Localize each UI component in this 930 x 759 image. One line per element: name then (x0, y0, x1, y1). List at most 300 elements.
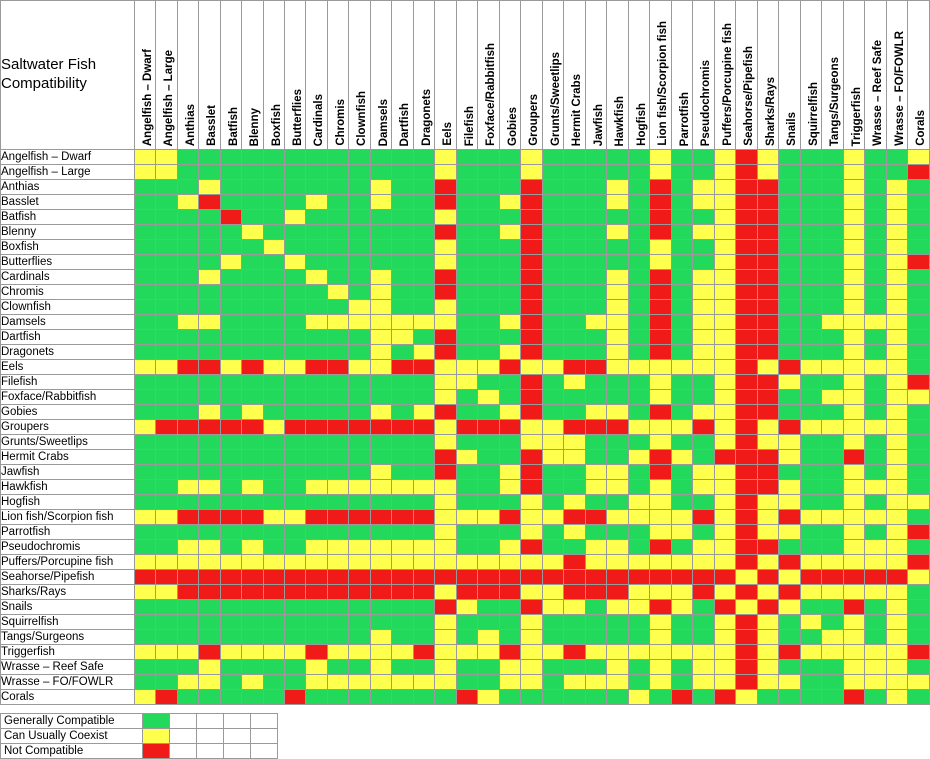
matrix-cell (263, 465, 284, 480)
matrix-cell (865, 285, 886, 300)
matrix-cell (177, 180, 198, 195)
matrix-cell (413, 225, 434, 240)
matrix-cell (242, 255, 263, 270)
matrix-cell (199, 435, 220, 450)
matrix-cell (650, 360, 671, 375)
matrix-cell (693, 180, 714, 195)
matrix-cell (671, 480, 692, 495)
matrix-cell (886, 390, 907, 405)
matrix-cell (435, 330, 456, 345)
table-row (1, 285, 930, 300)
matrix-cell (714, 600, 735, 615)
matrix-cell (156, 555, 177, 570)
matrix-cell (714, 555, 735, 570)
matrix-cell (865, 690, 886, 705)
matrix-cell (843, 300, 864, 315)
matrix-cell (628, 375, 649, 390)
matrix-cell (220, 465, 241, 480)
matrix-cell (456, 510, 477, 525)
matrix-cell (478, 375, 499, 390)
matrix-cell (156, 315, 177, 330)
matrix-cell (370, 225, 391, 240)
matrix-cell (370, 300, 391, 315)
matrix-cell (714, 390, 735, 405)
matrix-cell (306, 585, 327, 600)
matrix-cell (392, 150, 413, 165)
matrix-cell (521, 450, 542, 465)
matrix-cell (435, 525, 456, 540)
matrix-cell (435, 345, 456, 360)
matrix-cell (886, 585, 907, 600)
matrix-cell (478, 600, 499, 615)
row-header-label: Triggerfish (1, 645, 135, 660)
matrix-cell (263, 480, 284, 495)
matrix-cell (435, 690, 456, 705)
matrix-cell (392, 375, 413, 390)
matrix-cell (199, 255, 220, 270)
matrix-cell (843, 270, 864, 285)
matrix-cell (757, 480, 778, 495)
matrix-cell (843, 390, 864, 405)
matrix-cell (263, 630, 284, 645)
matrix-cell (370, 615, 391, 630)
matrix-cell (413, 330, 434, 345)
matrix-cell (220, 585, 241, 600)
matrix-cell (865, 630, 886, 645)
matrix-cell (456, 465, 477, 480)
matrix-cell (908, 195, 930, 210)
matrix-cell (349, 465, 370, 480)
matrix-cell (628, 630, 649, 645)
matrix-cell (284, 360, 305, 375)
matrix-cell (521, 390, 542, 405)
matrix-cell (284, 615, 305, 630)
matrix-cell (585, 630, 606, 645)
matrix-cell (585, 465, 606, 480)
matrix-cell (779, 420, 800, 435)
table-row (1, 645, 930, 660)
matrix-cell (478, 435, 499, 450)
matrix-cell (650, 510, 671, 525)
matrix-cell (177, 210, 198, 225)
matrix-cell (628, 210, 649, 225)
matrix-cell (693, 300, 714, 315)
matrix-cell (886, 405, 907, 420)
matrix-cell (392, 180, 413, 195)
matrix-cell (177, 465, 198, 480)
matrix-cell (585, 645, 606, 660)
matrix-cell (650, 180, 671, 195)
matrix-cell (607, 270, 628, 285)
matrix-cell (865, 375, 886, 390)
matrix-cell (908, 345, 930, 360)
matrix-cell (865, 645, 886, 660)
matrix-cell (478, 525, 499, 540)
matrix-cell (585, 375, 606, 390)
matrix-cell (370, 675, 391, 690)
matrix-cell (843, 345, 864, 360)
matrix-cell (564, 600, 585, 615)
matrix-cell (370, 555, 391, 570)
matrix-cell (886, 525, 907, 540)
matrix-cell (177, 165, 198, 180)
column-header-label: Cardinals (313, 93, 326, 146)
row-header-label: Dartfish (1, 330, 135, 345)
matrix-cell (327, 540, 348, 555)
matrix-cell (220, 315, 241, 330)
matrix-cell (585, 315, 606, 330)
matrix-cell (156, 510, 177, 525)
matrix-cell (693, 555, 714, 570)
matrix-cell (242, 420, 263, 435)
matrix-cell (284, 420, 305, 435)
column-header-label: Sharks/Rays (764, 76, 777, 146)
matrix-cell (392, 660, 413, 675)
matrix-cell (177, 450, 198, 465)
matrix-cell (134, 435, 155, 450)
matrix-cell (284, 255, 305, 270)
matrix-cell (349, 360, 370, 375)
matrix-cell (714, 165, 735, 180)
matrix-cell (134, 330, 155, 345)
matrix-cell (800, 285, 821, 300)
matrix-cell (585, 540, 606, 555)
matrix-cell (220, 450, 241, 465)
matrix-cell (736, 285, 757, 300)
matrix-cell (650, 525, 671, 540)
matrix-cell (435, 300, 456, 315)
matrix-cell (349, 210, 370, 225)
column-header-label: Butterflies (291, 89, 304, 146)
matrix-cell (607, 375, 628, 390)
matrix-cell (156, 645, 177, 660)
matrix-cell (327, 360, 348, 375)
matrix-cell (456, 570, 477, 585)
matrix-cell (843, 480, 864, 495)
matrix-cell (392, 615, 413, 630)
matrix-cell (521, 180, 542, 195)
matrix-cell (220, 390, 241, 405)
matrix-cell (564, 300, 585, 315)
matrix-cell (736, 210, 757, 225)
matrix-cell (478, 345, 499, 360)
matrix-cell (736, 450, 757, 465)
matrix-cell (779, 570, 800, 585)
matrix-cell (693, 525, 714, 540)
matrix-cell (779, 435, 800, 450)
matrix-cell (499, 645, 520, 660)
table-row (1, 180, 930, 195)
matrix-cell (199, 675, 220, 690)
matrix-cell (177, 645, 198, 660)
matrix-cell (263, 675, 284, 690)
matrix-cell (327, 255, 348, 270)
matrix-cell (263, 225, 284, 240)
matrix-cell (779, 210, 800, 225)
matrix-cell (757, 510, 778, 525)
matrix-cell (413, 645, 434, 660)
matrix-cell (327, 405, 348, 420)
matrix-cell (714, 375, 735, 390)
matrix-cell (822, 240, 843, 255)
matrix-cell (908, 510, 930, 525)
matrix-cell (199, 555, 220, 570)
matrix-cell (392, 555, 413, 570)
matrix-cell (736, 600, 757, 615)
matrix-cell (156, 255, 177, 270)
matrix-cell (757, 450, 778, 465)
matrix-cell (757, 390, 778, 405)
matrix-cell (199, 195, 220, 210)
column-header (564, 1, 585, 150)
matrix-cell (607, 165, 628, 180)
row-header-label: Dragonets (1, 345, 135, 360)
matrix-cell (650, 630, 671, 645)
matrix-cell (843, 240, 864, 255)
matrix-cell (693, 465, 714, 480)
row-header-label: Cardinals (1, 270, 135, 285)
matrix-cell (736, 465, 757, 480)
matrix-cell (456, 660, 477, 675)
table-row (1, 390, 930, 405)
matrix-cell (284, 240, 305, 255)
matrix-cell (413, 240, 434, 255)
matrix-cell (242, 675, 263, 690)
matrix-cell (370, 405, 391, 420)
column-header-label: Filefish (463, 105, 476, 146)
legend-label: Generally Compatible (1, 714, 143, 729)
matrix-cell (865, 420, 886, 435)
matrix-cell (499, 345, 520, 360)
row-header-label: Groupers (1, 420, 135, 435)
matrix-cell (413, 390, 434, 405)
matrix-cell (413, 450, 434, 465)
matrix-cell (886, 300, 907, 315)
matrix-cell (736, 360, 757, 375)
matrix-cell (284, 435, 305, 450)
matrix-cell (908, 240, 930, 255)
matrix-cell (521, 150, 542, 165)
matrix-cell (650, 480, 671, 495)
matrix-cell (242, 540, 263, 555)
matrix-cell (822, 555, 843, 570)
matrix-cell (908, 165, 930, 180)
matrix-cell (392, 390, 413, 405)
matrix-cell (564, 420, 585, 435)
matrix-cell (714, 690, 735, 705)
matrix-cell (521, 615, 542, 630)
matrix-cell (284, 210, 305, 225)
matrix-cell (585, 405, 606, 420)
matrix-cell (542, 180, 563, 195)
matrix-cell (349, 495, 370, 510)
matrix-cell (628, 165, 649, 180)
matrix-cell (886, 660, 907, 675)
matrix-cell (199, 600, 220, 615)
matrix-cell (478, 555, 499, 570)
matrix-cell (177, 690, 198, 705)
matrix-cell (456, 585, 477, 600)
matrix-cell (521, 480, 542, 495)
matrix-cell (134, 480, 155, 495)
matrix-cell (628, 225, 649, 240)
matrix-cell (585, 600, 606, 615)
matrix-cell (456, 390, 477, 405)
matrix-cell (435, 180, 456, 195)
matrix-cell (263, 585, 284, 600)
matrix-cell (306, 435, 327, 450)
matrix-cell (156, 525, 177, 540)
matrix-cell (822, 390, 843, 405)
matrix-cell (671, 615, 692, 630)
matrix-cell (499, 540, 520, 555)
matrix-cell (370, 465, 391, 480)
matrix-cell (671, 375, 692, 390)
matrix-cell (886, 240, 907, 255)
matrix-cell (865, 165, 886, 180)
matrix-cell (220, 525, 241, 540)
matrix-cell (564, 210, 585, 225)
column-header (392, 1, 413, 150)
matrix-cell (800, 555, 821, 570)
matrix-cell (413, 435, 434, 450)
matrix-cell (714, 315, 735, 330)
matrix-cell (800, 690, 821, 705)
matrix-cell (607, 555, 628, 570)
matrix-cell (693, 435, 714, 450)
matrix-cell (199, 540, 220, 555)
matrix-cell (284, 585, 305, 600)
matrix-cell (736, 630, 757, 645)
matrix-cell (435, 510, 456, 525)
matrix-cell (607, 330, 628, 345)
column-header-label: Angelfish – Dwarf (141, 48, 154, 146)
matrix-cell (542, 375, 563, 390)
matrix-cell (865, 150, 886, 165)
matrix-cell (886, 420, 907, 435)
matrix-cell (607, 195, 628, 210)
matrix-cell (220, 165, 241, 180)
matrix-cell (220, 630, 241, 645)
matrix-cell (327, 345, 348, 360)
matrix-cell (177, 495, 198, 510)
matrix-cell (456, 690, 477, 705)
row-header-label: Wrasse – FO/FOWLR (1, 675, 135, 690)
matrix-cell (564, 435, 585, 450)
matrix-cell (413, 180, 434, 195)
row-header-label: Sharks/Rays (1, 585, 135, 600)
matrix-cell (865, 675, 886, 690)
matrix-cell (478, 615, 499, 630)
matrix-cell (177, 435, 198, 450)
matrix-cell (370, 285, 391, 300)
matrix-cell (263, 270, 284, 285)
matrix-cell (800, 390, 821, 405)
matrix-cell (177, 540, 198, 555)
matrix-cell (607, 405, 628, 420)
matrix-cell (886, 375, 907, 390)
legend-spacer (197, 729, 224, 744)
matrix-cell (908, 570, 930, 585)
matrix-cell (779, 600, 800, 615)
matrix-cell (435, 615, 456, 630)
matrix-cell (843, 285, 864, 300)
matrix-cell (435, 210, 456, 225)
matrix-cell (564, 645, 585, 660)
matrix-cell (628, 150, 649, 165)
column-header (199, 1, 220, 150)
matrix-cell (671, 255, 692, 270)
table-row (1, 225, 930, 240)
matrix-cell (134, 630, 155, 645)
matrix-cell (564, 465, 585, 480)
matrix-cell (499, 615, 520, 630)
row-header-label: Lion fish/Scorpion fish (1, 510, 135, 525)
matrix-cell (779, 225, 800, 240)
matrix-cell (779, 465, 800, 480)
matrix-cell (757, 285, 778, 300)
matrix-cell (134, 225, 155, 240)
matrix-cell (822, 420, 843, 435)
matrix-cell (306, 315, 327, 330)
matrix-cell (650, 690, 671, 705)
matrix-cell (156, 495, 177, 510)
matrix-cell (886, 285, 907, 300)
matrix-cell (349, 255, 370, 270)
matrix-cell (908, 645, 930, 660)
matrix-cell (392, 330, 413, 345)
matrix-cell (564, 510, 585, 525)
matrix-cell (327, 225, 348, 240)
matrix-cell (628, 480, 649, 495)
matrix-cell (370, 645, 391, 660)
matrix-cell (843, 255, 864, 270)
matrix-cell (220, 540, 241, 555)
matrix-cell (199, 420, 220, 435)
matrix-cell (585, 270, 606, 285)
matrix-cell (199, 210, 220, 225)
matrix-cell (757, 180, 778, 195)
column-header-label: Seahorse/Pipefish (743, 46, 756, 146)
matrix-cell (327, 510, 348, 525)
matrix-cell (714, 285, 735, 300)
matrix-cell (800, 405, 821, 420)
matrix-cell (156, 240, 177, 255)
matrix-cell (886, 465, 907, 480)
matrix-cell (370, 255, 391, 270)
matrix-cell (456, 285, 477, 300)
matrix-cell (779, 405, 800, 420)
matrix-cell (478, 630, 499, 645)
table-row (1, 300, 930, 315)
matrix-cell (370, 510, 391, 525)
matrix-cell (628, 510, 649, 525)
matrix-cell (650, 300, 671, 315)
legend-spacer (224, 744, 251, 759)
matrix-cell (306, 405, 327, 420)
matrix-cell (284, 165, 305, 180)
matrix-cell (800, 600, 821, 615)
matrix-cell (199, 450, 220, 465)
matrix-cell (413, 555, 434, 570)
column-header (671, 1, 692, 150)
matrix-cell (714, 630, 735, 645)
column-header (865, 1, 886, 150)
matrix-cell (478, 465, 499, 480)
matrix-cell (177, 585, 198, 600)
matrix-cell (564, 480, 585, 495)
matrix-cell (456, 315, 477, 330)
